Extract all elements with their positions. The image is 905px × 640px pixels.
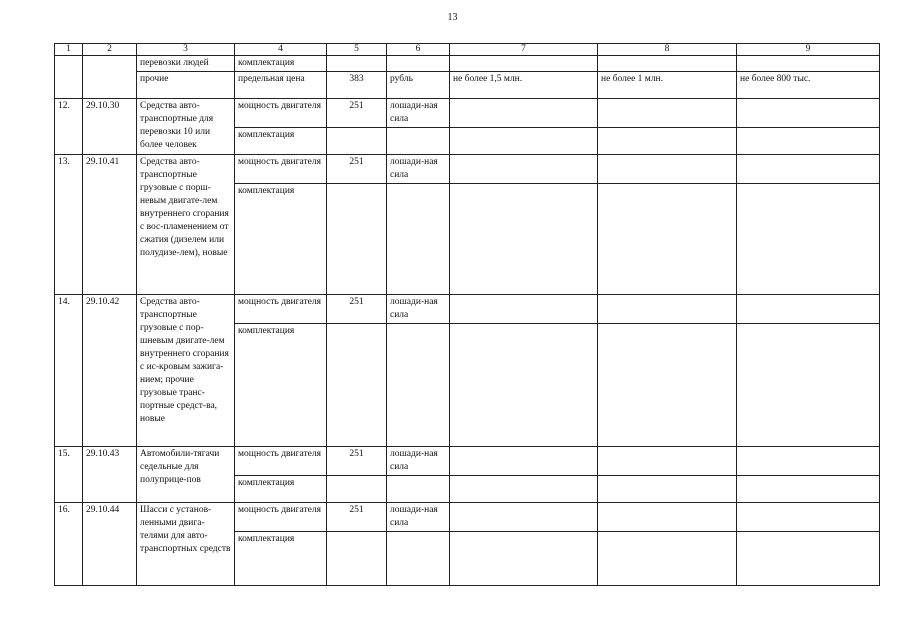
page-number: 13 [447, 12, 458, 23]
cell-5 [327, 56, 387, 72]
cell-9 [737, 476, 880, 503]
char-cell: предельная цена [235, 72, 327, 99]
unit-cell: лошади-ная сила [387, 99, 450, 128]
cell-8 [598, 324, 737, 447]
cell-8 [598, 99, 737, 128]
unit-cell: лошади-ная сила [387, 447, 450, 476]
cell-6 [387, 532, 450, 586]
characteristics-table [54, 43, 880, 586]
header-row [55, 44, 880, 56]
code-cell: 29.10.42 [83, 295, 137, 447]
name-cell: Средства авто-транспортные грузовые с порш-невым двигате-лем внутреннего сгорания с вос-пламенением от сжатия (дизелем или полудизе-лем), новые [137, 155, 235, 295]
cell-5 [327, 476, 387, 503]
cell-9 [737, 503, 880, 532]
unit-cell: лошади-ная сила [387, 503, 450, 532]
char-power-cell: мощность двигателя [235, 503, 327, 532]
row-number-cell: 13. [55, 155, 83, 295]
header-cell: 4 [235, 44, 327, 56]
code5-cell: 251 [327, 99, 387, 128]
cell-9 [737, 295, 880, 324]
code5-cell: 251 [327, 155, 387, 184]
cell-8 [598, 503, 737, 532]
table-row [55, 447, 880, 476]
table-row [55, 155, 880, 184]
table-row [55, 503, 880, 532]
cell-9 [737, 128, 880, 155]
cell-7 [450, 324, 598, 447]
cell-7 [450, 476, 598, 503]
char-kit-cell: комплектация [235, 184, 327, 295]
cell-9 [737, 99, 880, 128]
cell-5 [327, 184, 387, 295]
char-kit-cell: комплектация [235, 532, 327, 586]
name-cell: Средства авто-транспортные грузовые с пор-шневым двигате-лем внутреннего сгорания с ис-кровым зажига-нием; прочие грузовые транс-портные средст-ва, новые [137, 295, 235, 447]
unit-cell: рубль [387, 72, 450, 99]
cell-6 [387, 324, 450, 447]
unit-cell: лошади-ная сила [387, 295, 450, 324]
cell-9 [737, 532, 880, 586]
code-cell: 29.10.43 [83, 447, 137, 503]
cell-8 [598, 295, 737, 324]
cell-9 [737, 155, 880, 184]
table-row-continuation [55, 56, 880, 72]
cell-7 [450, 184, 598, 295]
header-cell: 6 [387, 44, 450, 56]
cell-7 [450, 128, 598, 155]
row-number-cell: 16. [55, 503, 83, 586]
value9-cell: не более 800 тыс. [737, 72, 880, 99]
cell-7 [450, 532, 598, 586]
cell-9 [737, 56, 880, 72]
cell-8 [598, 447, 737, 476]
value7-cell: не более 1,5 млн. [450, 72, 598, 99]
cell-8 [598, 56, 737, 72]
table-row [55, 99, 880, 128]
code-cell [83, 56, 137, 99]
header-cell: 5 [327, 44, 387, 56]
header-cell: 8 [598, 44, 737, 56]
header-cell: 9 [737, 44, 880, 56]
cell-9 [737, 447, 880, 476]
cell-5 [327, 532, 387, 586]
cell-8 [598, 476, 737, 503]
cell-5 [327, 128, 387, 155]
row-number-cell: 14. [55, 295, 83, 447]
row-number-cell: 12. [55, 99, 83, 155]
cell-7 [450, 56, 598, 72]
code5-cell: 251 [327, 295, 387, 324]
char-kit-cell: комплектация [235, 128, 327, 155]
header-cell: 2 [83, 44, 137, 56]
value8-cell: не более 1 млн. [598, 72, 737, 99]
char-power-cell: мощность двигателя [235, 99, 327, 128]
cell-9 [737, 324, 880, 447]
code5-cell: 251 [327, 447, 387, 476]
table-row-continuation-price [55, 72, 880, 99]
cell-9 [737, 184, 880, 295]
char-power-cell: мощность двигателя [235, 295, 327, 324]
header-cell: 3 [137, 44, 235, 56]
code-cell: 29.10.41 [83, 155, 137, 295]
cell-8 [598, 184, 737, 295]
code-cell: 29.10.44 [83, 503, 137, 586]
cell-7 [450, 295, 598, 324]
cell-6 [387, 128, 450, 155]
cell-5 [327, 324, 387, 447]
name-cell: Шасси с установ-ленными двига-телями для авто-транспортных средств [137, 503, 235, 586]
code5-cell: 383 [327, 72, 387, 99]
cell-8 [598, 532, 737, 586]
cell-6 [387, 56, 450, 72]
name-cell: перевозки людей [137, 56, 235, 72]
cell-6 [387, 184, 450, 295]
code-cell: 29.10.30 [83, 99, 137, 155]
char-cell: комплектация [235, 56, 327, 72]
cell-7 [450, 99, 598, 128]
cell-7 [450, 447, 598, 476]
header-cell: 7 [450, 44, 598, 56]
row-number-cell [55, 56, 83, 99]
cell-8 [598, 155, 737, 184]
header-cell: 1 [55, 44, 83, 56]
cell-7 [450, 155, 598, 184]
unit-cell: лошади-ная сила [387, 155, 450, 184]
cell-6 [387, 476, 450, 503]
char-power-cell: мощность двигателя [235, 447, 327, 476]
char-kit-cell: комплектация [235, 476, 327, 503]
name-cell: Автомобили-тягачи седельные для полуприце-пов [137, 447, 235, 503]
name-cell: прочие [137, 72, 235, 99]
code5-cell: 251 [327, 503, 387, 532]
cell-7 [450, 503, 598, 532]
cell-8 [598, 128, 737, 155]
char-kit-cell: комплектация [235, 324, 327, 447]
table-row [55, 295, 880, 324]
row-number-cell: 15. [55, 447, 83, 503]
name-cell: Средства авто-транспортные для перевозки 10 или более человек [137, 99, 235, 155]
char-power-cell: мощность двигателя [235, 155, 327, 184]
